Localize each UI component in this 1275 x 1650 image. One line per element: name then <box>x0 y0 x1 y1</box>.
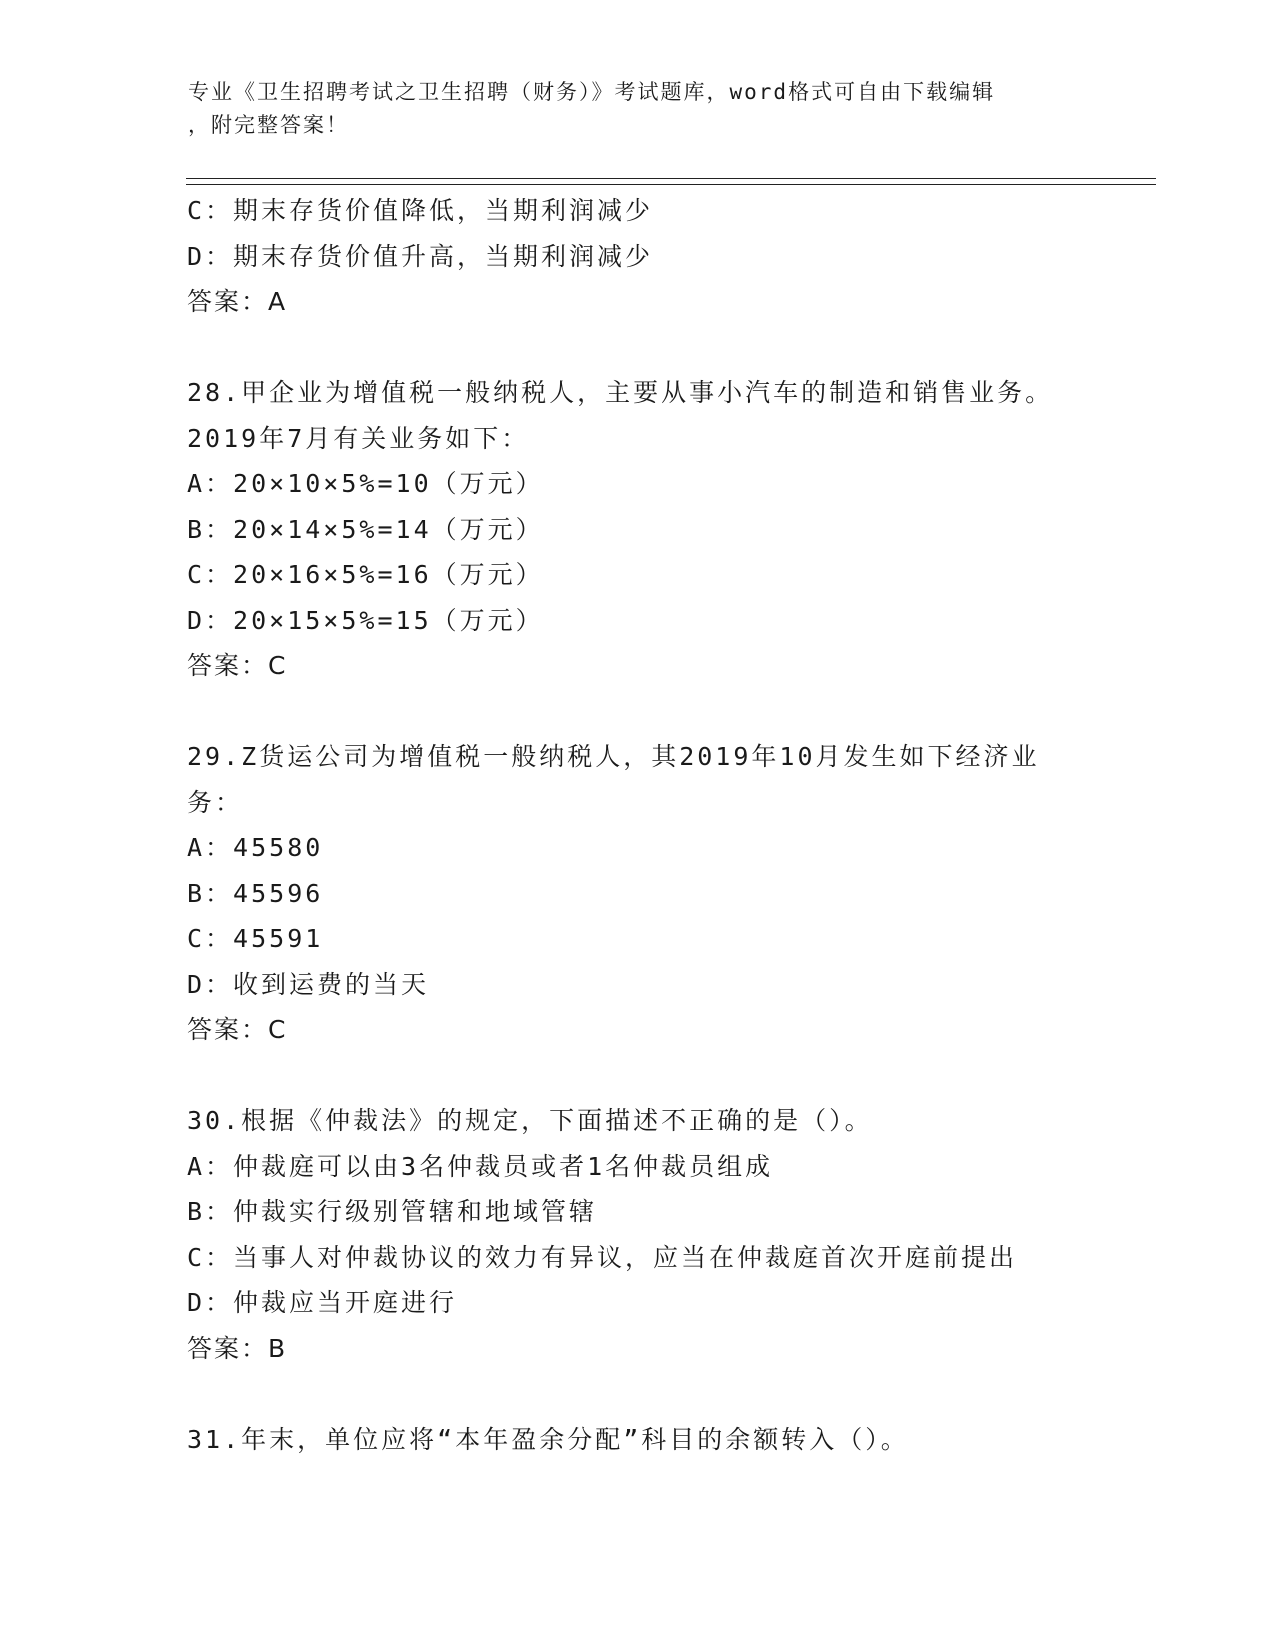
question-stem-continued: 务： <box>187 787 244 817</box>
header-title-line: 专业《卫生招聘考试之卫生招聘（财务）》考试题库，word格式可自由下载编辑 <box>188 80 996 104</box>
option-c: C：期末存货价值降低，当期利润减少 <box>187 196 654 225</box>
option-b: B：仲裁实行级别管辖和地域管辖 <box>187 1197 598 1226</box>
question-stem: 30.根据《仲裁法》的规定，下面描述不正确的是（）。 <box>187 1106 873 1135</box>
header-title-line-2: ，附完整答案！ <box>188 113 349 137</box>
option-a: A：45580 <box>187 833 324 862</box>
question-stem: 29.Z货运公司为增值税一般纳税人，其2019年10月发生如下经济业 <box>187 742 1040 771</box>
question-28 <box>187 370 1147 689</box>
question-27-continued <box>187 188 1147 325</box>
question-29 <box>187 734 1147 1053</box>
option-c: C：当事人对仲裁协议的效力有异议，应当在仲裁庭首次开庭前提出 <box>187 1242 1018 1272</box>
option-d: D：仲裁应当开庭进行 <box>187 1288 458 1317</box>
option-d: D：收到运费的当天 <box>187 969 430 999</box>
option-c: C：45591 <box>187 924 324 953</box>
question-spacer <box>187 325 1147 371</box>
header-divider <box>186 178 1156 185</box>
option-b: B：45596 <box>187 878 324 908</box>
question-stem: 28.甲企业为增值税一般纳税人，主要从事小汽车的制造和销售业务。 <box>187 378 1054 407</box>
question-stem-continued: 2019年7月有关业务如下： <box>187 423 530 453</box>
answer-line: 答案：B <box>187 1333 288 1363</box>
option-a: A：20×10×5%=10（万元） <box>187 469 544 498</box>
option-d: D：期末存货价值升高，当期利润减少 <box>187 241 654 271</box>
question-31 <box>187 1417 1147 1463</box>
question-spacer <box>187 689 1147 735</box>
question-spacer <box>187 1053 1147 1099</box>
option-b: B：20×14×5%=14（万元） <box>187 514 544 544</box>
option-a: A：仲裁庭可以由3名仲裁员或者1名仲裁员组成 <box>187 1151 774 1181</box>
answer-line: 答案：C <box>187 651 288 680</box>
document-header <box>188 76 1088 142</box>
question-spacer <box>187 1371 1147 1417</box>
option-d: D：20×15×5%=15（万元） <box>187 605 544 635</box>
question-stem: 31.年末，单位应将“本年盈余分配”科目的余额转入（）。 <box>187 1424 909 1454</box>
answer-line: 答案：C <box>187 1015 288 1044</box>
answer-line: 答案：A <box>187 287 288 316</box>
question-30 <box>187 1098 1147 1371</box>
option-c: C：20×16×5%=16（万元） <box>187 560 544 589</box>
document-body <box>187 188 1147 1462</box>
